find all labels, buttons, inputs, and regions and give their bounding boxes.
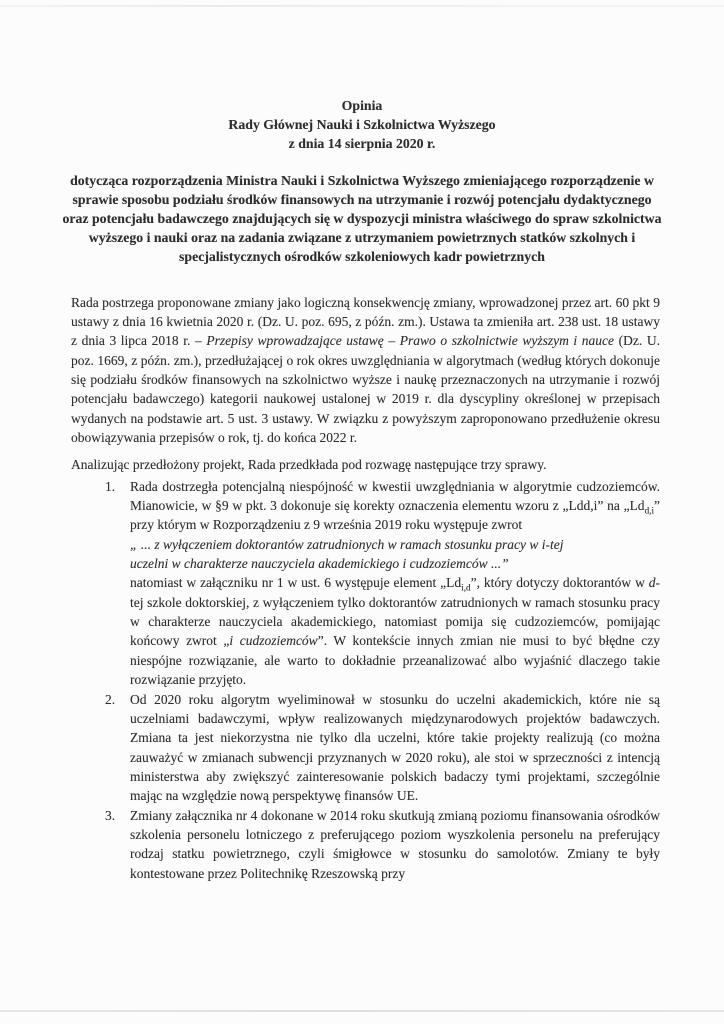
item-number: 2. [105, 691, 116, 707]
document-title-date: z dnia 14 sierpnia 2020 r. [288, 136, 436, 152]
intro-paragraph: Rada postrzega proponowane zmiany jako logiczną konsekwencję zmiany, wprowadzonej przez art. 60 pkt 9 ustawy z dnia 16 kwietnia 2020 r. (Dz. U. poz. 695, z późn. zm.). Ustawa ta zmieniła art. 238 ust. 18 ustawy z dnia 3 lipca 2018 r. – Przepisy wprowadzające ustawę – Prawo o szkolnictwie wyższym i nauce (Dz. U. poz. 1669, z późn. zm.), przedłużającej o rok okres uwzględniania w algorytmach (według których dokonuje się podziału środków finansowych na szkolnictwo wyższe i naukę przeznaczonych na utrzymanie i rozwój potencjału badawczego) kategorii naukowej ustalonej w 2019 r. dla dyscypliny określonej w przepisach wydanych na podstawie art. 5 ust. 3 ustawy. W związku z powyższym zaproponowano przedłużenie okresu obowiązywania przepisów o rok, tj. do końca 2022 r. [71, 294, 660, 446]
item-1-quoted-provision: „ ... z wyłączeniem doktorantów zatrudnionych w ramach stosunku pracy w i-tej uczelni w charakterze nauczyciela akademickiego i cudzoziemców ...” [130, 536, 564, 572]
title-block [0, 0, 724, 267]
numbered-points-list [71, 477, 660, 883]
item-3-text: Zmiany załącznika nr 4 dokonane w 2014 roku skutkują zmianą poziomu finansowania ośrodków szkolenia personelu lotniczego z preferującego poziom wyszkolenia personelu na preferujący rodzaj statku powietrznego, czyli śmigłowce w stosunku do samolotów. Zmiany te były kontestowane przez Politechnikę Rzeszowską przy [130, 807, 660, 881]
document-body [71, 293, 660, 883]
lead-in-paragraph: Analizując przedłożony projekt, Rada przedkłada pod rozwagę następujące trzy sprawy. [71, 457, 547, 473]
document-subtitle: dotycząca rozporządzenia Ministra Nauki i Szkolnictwa Wyższego zmieniającego rozporządzenie w sprawie sposobu podziału środków finansowych na utrzymanie i rozwój potencjału dydaktycznego oraz potencjału badawczego znajdujących się w dyspozycji ministra właściwego do spraw szkolnictwa wyższego i nauki oraz na zadania związane z utrzymaniem powietrznych statków szkolnych i specjalistycznych ośrodków szkoleniowych kadr powietrznych [62, 172, 662, 265]
item-1-text-continued: natomiast w załączniku nr 1 w ust. 6 występuje element $„Ld_{i,d}$”, który dotyczy doktorantów w d-tej szkole doktorskiej, z wyłączeniem tylko doktorantów zatrudnionych w ramach stosunku pracy w charakterze nauczyciela akademickiego, natomiast pomija się cudzoziemców, pomijając końcowy zwrot „i cudzoziemców”. W kontekście innych zmian nie musi to być błędne czy niespójne rozwiązanie, ale warto to dokładnie przeanalizować albo wyjaśnić dlaczego takie rozwiązanie przyjęto. [130, 575, 660, 688]
list-item-3 [71, 806, 660, 883]
item-2-text: Od 2020 roku algorytm wyeliminował w stosunku do uczelni akademickich, które nie są uczelniami badawczymi, wpływ realizowanych międzynarodowych projektów badawczych. Zmiana ta jest niekorzystna nie tylko dla uczelni, które takie projekty realizują (co można zauważyć w zmianach subwencji przyznanych w 2020 roku), ale stoi w sprzeczności z intencją ministerstwa aby zwiększyć zainteresowanie polskich badaczy tymi projektami, szczególnie mając na względzie nową perspektywę finansów UE. [130, 691, 660, 804]
list-item-2 [71, 690, 660, 806]
item-number: 3. [105, 807, 116, 823]
document-title-issuer: Rady Głównej Nauki i Szkolnictwa Wyższego [228, 117, 496, 133]
list-item-1 [71, 477, 660, 690]
item-number: 1. [105, 478, 116, 494]
document-title: Opinia [341, 98, 383, 113]
item-1-text: Rada dostrzegła potencjalną niespójność w kwestii uwzględniania w algorytmie cudzoziemców. Mianowicie, w §9 w pkt. 3 dokonuje się korekty oznaczenia elementu wzoru z „Ldd,i” na $„Ld_{d,i}$” przy którym w Rozporządzeniu z 9 września 2019 roku występuje zwrot [130, 478, 660, 533]
